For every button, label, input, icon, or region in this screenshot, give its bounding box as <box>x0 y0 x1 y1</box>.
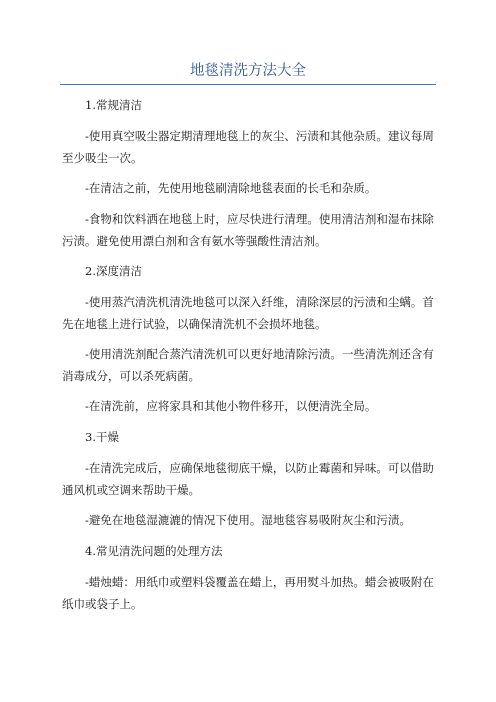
paragraph-dry-thoroughly: -在清洗完成后，应确保地毯彻底干燥，以防止霉菌和异味。可以借助通风机或空调来帮助干燥。 <box>62 461 434 497</box>
section-heading-common-problems: 4.常见清洗问题的处理方法 <box>85 544 223 558</box>
paragraph-spills: -食物和饮料洒在地毯上时，应尽快进行清理。使用清洁剂和湿布抹除污渍。避免使用漂白剂和含有氨水等强酸性清洁剂。 <box>62 212 434 248</box>
paragraph-avoid-wet-use: -避免在地毯湿漉漉的情况下使用。湿地毯容易吸附灰尘和污渍。 <box>85 513 411 527</box>
section-heading-routine-cleaning: 1.常规清洁 <box>85 98 142 112</box>
section-heading-deep-cleaning: 2.深度清洁 <box>85 264 142 278</box>
paragraph-candle-wax: -蜡烛蜡：用纸巾或塑料袋覆盖在蜡上，再用熨斗加热。蜡会被吸附在纸巾或袋子上。 <box>62 575 434 611</box>
paragraph-carpet-brush: -在清洁之前，先使用地毯刷清除地毯表面的长毛和杂质。 <box>85 181 377 195</box>
paragraph-move-furniture: -在清洗前，应将家具和其他小物件移开，以便清洗全局。 <box>85 399 377 413</box>
document-title: 地毯清洗方法大全 <box>190 63 306 79</box>
paragraph-cleaning-agent: -使用清洗剂配合蒸汽清洗机可以更好地清除污渍。一些清洗剂还含有消毒成分，可以杀死病菌。 <box>62 347 434 383</box>
paragraph-vacuum: -使用真空吸尘器定期清理地毯上的灰尘、污渍和其他杂质。建议每周至少吸尘一次。 <box>62 129 434 165</box>
title-divider <box>60 84 436 85</box>
paragraph-steam-cleaner: -使用蒸汽清洗机清洗地毯可以深入纤维，清除深层的污渍和尘螨。首先在地毯上进行试验，以确保清洗机不会损坏地毯。 <box>62 295 434 331</box>
section-heading-drying: 3.干燥 <box>85 430 119 444</box>
